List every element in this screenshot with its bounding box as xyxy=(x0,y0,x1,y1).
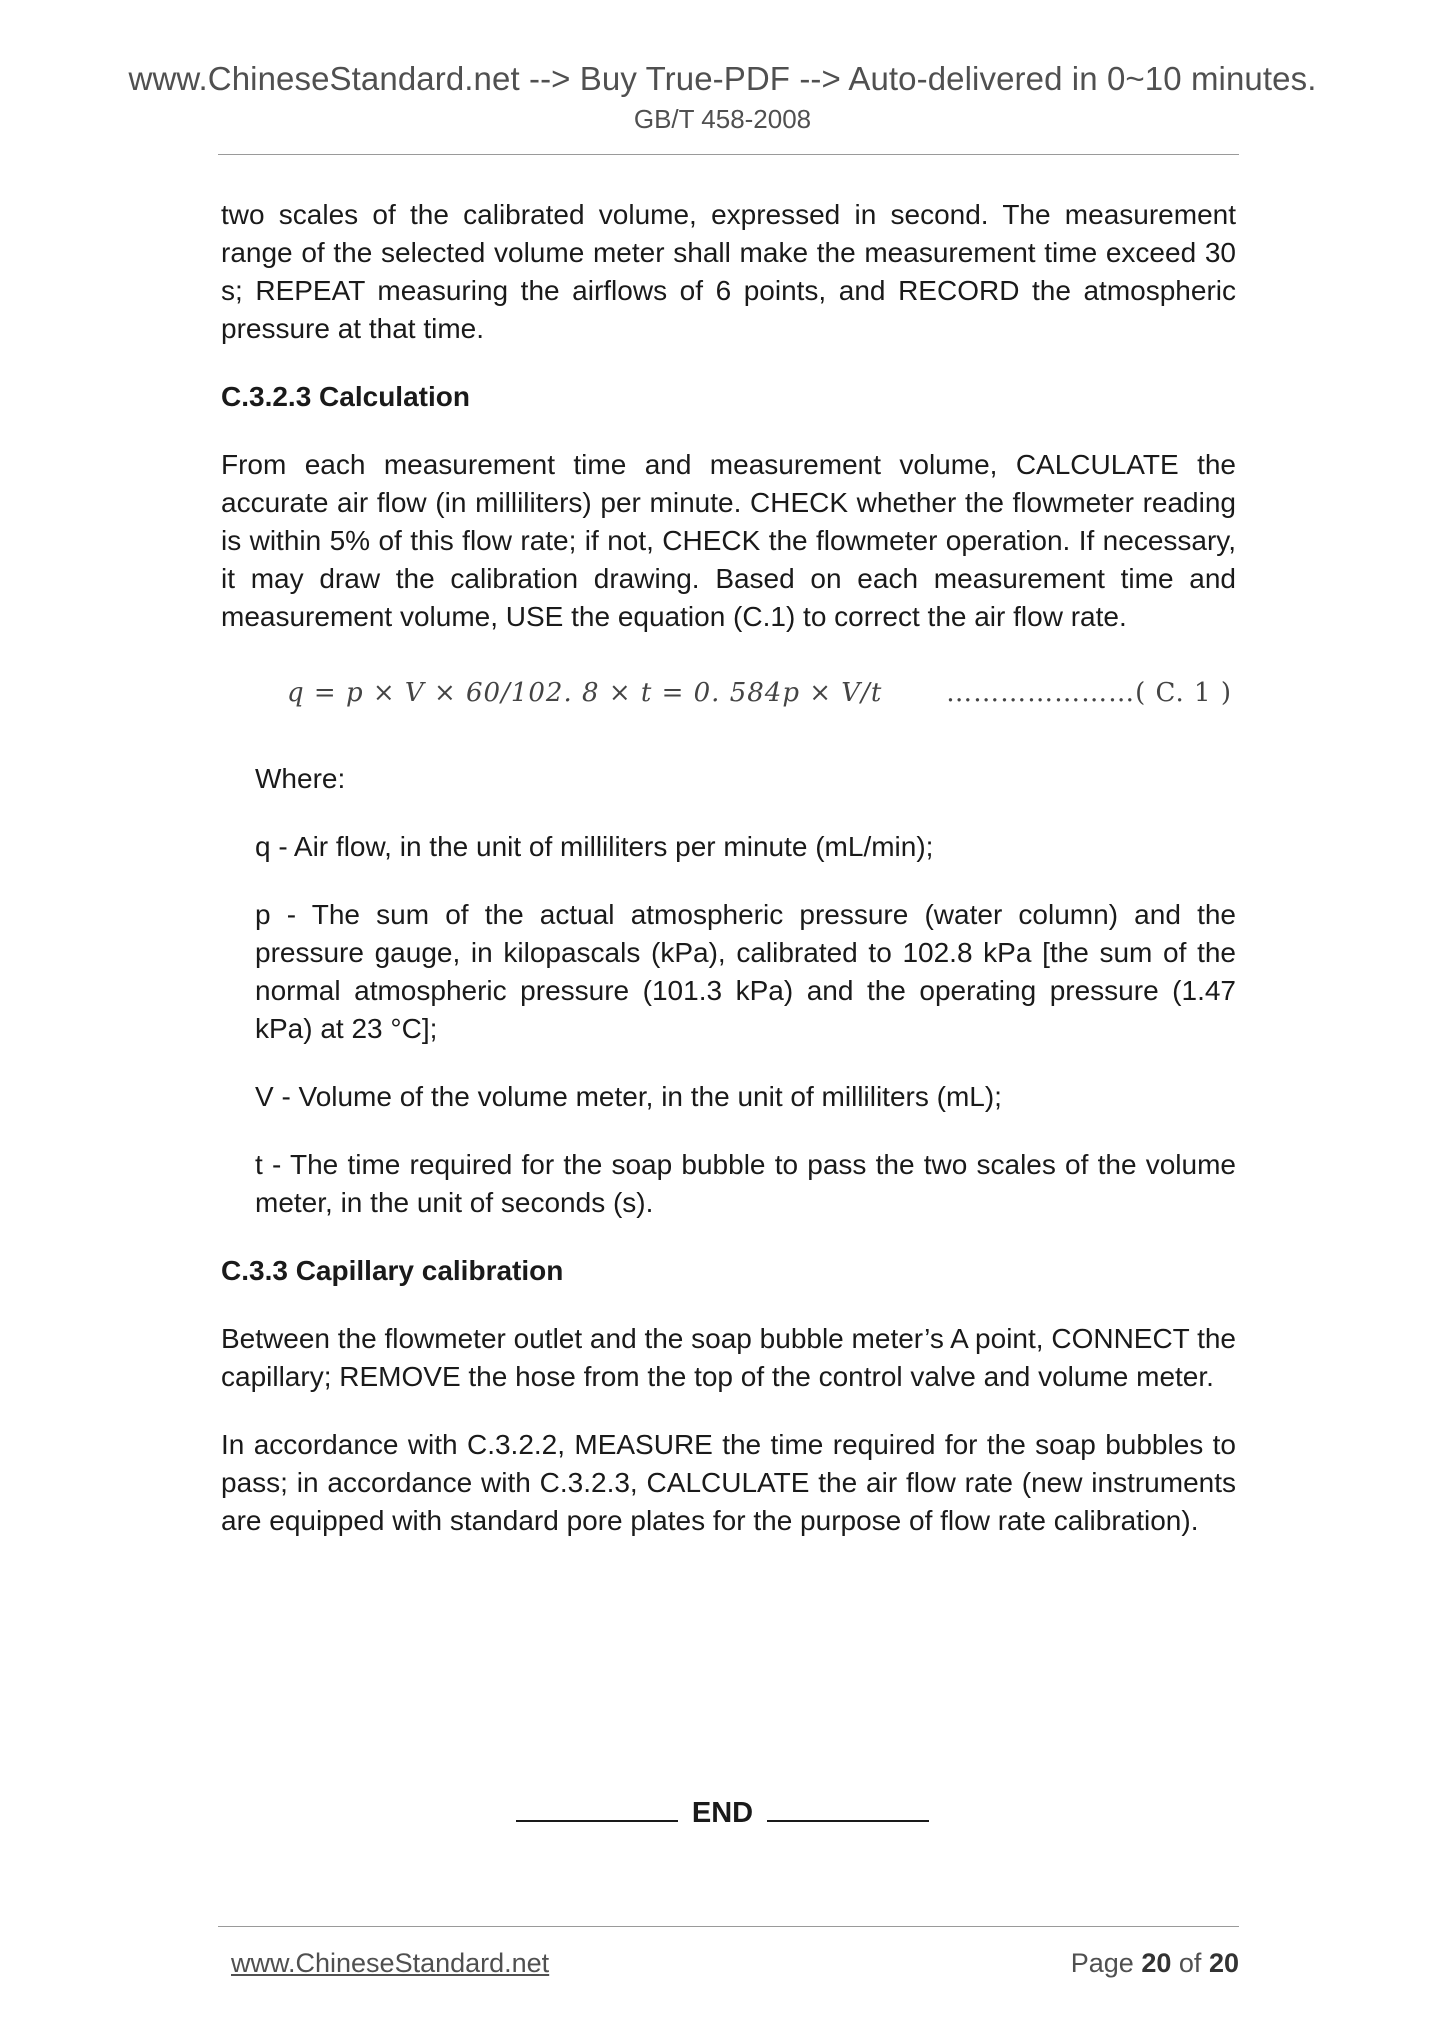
footer-website-link[interactable]: www.ChineseStandard.net xyxy=(231,1948,550,1978)
where-label: Where: xyxy=(255,763,346,794)
page-label: Page xyxy=(1070,1948,1134,1978)
end-text: END xyxy=(691,1797,754,1829)
definition-q: q - Air flow, in the unit of milliliters per minute (mL/min); xyxy=(255,831,934,862)
page-current: 20 xyxy=(1141,1948,1172,1978)
definition-t: t - The time required for the soap bubble to pass the two scales of the volume meter, in the unit of seconds (s). xyxy=(255,1149,1236,1218)
header-divider xyxy=(218,154,1239,155)
header-banner: www.ChineseStandard.net --> Buy True-PDF --> Auto-delivered in 0~10 minutes. xyxy=(128,60,1317,97)
capillary-paragraph-2: In accordance with C.3.2.2, MEASURE the time required for the soap bubbles to pass; in accordance with C.3.2.3, CALCULATE the air flow rate (new instruments are equipped with standard pore plates for the purpose of flow rate calibration). xyxy=(221,1429,1236,1536)
end-marker xyxy=(0,1796,1445,1830)
intro-paragraph: two scales of the calibrated volume, expressed in second. The measurement range of the selected volume meter shall make the measurement time exceed 30 s; REPEAT measuring the airflows of 6 points, and RECORD the atmospheric pressure at that time. xyxy=(221,199,1236,344)
section-heading-capillary: C.3.3 Capillary calibration xyxy=(221,1255,564,1286)
footer-divider xyxy=(218,1926,1239,1927)
capillary-paragraph-1: Between the flowmeter outlet and the soap bubble meter’s A point, CONNECT the capillary; REMOVE the hose from the top of the control valve and volume meter. xyxy=(221,1323,1236,1392)
standard-code: GB/T 458-2008 xyxy=(633,104,812,134)
page-total: 20 xyxy=(1208,1948,1239,1978)
equation-expression: q = p × V × 60/102. 8 × t = 0. 584p × V/t xyxy=(287,678,883,708)
page-number xyxy=(1071,1948,1239,1979)
document-body xyxy=(221,196,1236,1570)
calculation-paragraph: From each measurement time and measurement volume, CALCULATE the accurate air flow (in milliliters) per minute. CHECK whether the flowmeter reading is within 5% of this flow rate; if not, CHECK the flowmeter operation. If necessary, it may draw the calibration drawing. Based on each measurement time and measurement volume, USE the equation (C.1) to correct the air flow rate. xyxy=(221,449,1236,632)
definition-v: V - Volume of the volume meter, in the unit of milliliters (mL); xyxy=(255,1081,1002,1112)
section-heading-calculation: C.3.2.3 Calculation xyxy=(221,381,470,412)
page-of: of xyxy=(1178,1948,1202,1978)
definition-p: p - The sum of the actual atmospheric pressure (water column) and the pressure gauge, in kilopascals (kPa), calibrated to 102.8 kPa [the sum of the normal atmospheric pressure (101.3 kPa) and the operating pressure (1.47 kPa) at 23 °C]; xyxy=(255,899,1236,1044)
equation-c1 xyxy=(221,674,1236,714)
end-underline-right xyxy=(767,1796,929,1822)
end-underline-left xyxy=(516,1796,678,1822)
equation-reference: …………………( C. 1 ) xyxy=(946,678,1232,708)
